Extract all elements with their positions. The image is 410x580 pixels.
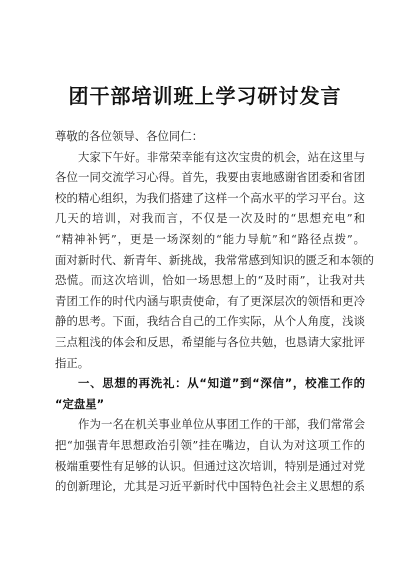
paragraph-line: 三点粗浅的体会和反思，希望能与各位共勉，也恳请大家批评 (55, 334, 365, 349)
document-body (55, 126, 374, 497)
paragraph-line: 把“加强青年思想政治引领”挂在嘴边，自认为对这项工作的 (55, 437, 365, 452)
paragraph-line: “精神补钙”，更是一场深刻的“能力导航”和“路径点拨”。 (55, 231, 365, 246)
paragraph-line: 面对新时代、新青年、新挑战，我常常感到知识的匮乏和本领的 (55, 252, 374, 267)
paragraph-line: 静的思考。下面，我结合自己的工作实际，从个人角度，浅谈 (55, 314, 365, 329)
section-heading: “定盘星” (55, 396, 105, 411)
document-title: 团干部培训班上学习研讨发言 (68, 84, 342, 108)
paragraph-line: 校的精心组织，为我们搭建了这样一个高水平的学习平台。这 (55, 190, 365, 205)
paragraph-line: 极端重要性有足够的认识。但通过这次培训，特别是通过对党 (55, 458, 365, 473)
section-heading: 一、思想的再洗礼：从“知道”到“深信”，校准工作的 (78, 376, 365, 391)
paragraph-line: 各位一同交流学习心得。首先，我要由衷地感谢省团委和省团 (55, 170, 365, 185)
paragraph-line: 大家下午好。非常荣幸能有这次宝贵的机会，站在这里与 (78, 149, 365, 164)
paragraph-line: 指正。 (55, 355, 90, 370)
paragraph-line: 作为一名在机关事业单位从事团工作的干部，我们常常会 (78, 417, 365, 432)
paragraph-line: 的创新理论，尤其是习近平新时代中国特色社会主义思想的系 (55, 479, 365, 494)
paragraph-line: 几天的培训，对我而言，不仅是一次及时的“思想充电”和 (55, 211, 365, 226)
paragraph-line: 青团工作的时代内涵与职责使命，有了更深层次的领悟和更冷 (55, 293, 365, 308)
paragraph-line: 恐慌。而这次培训，恰如一场思想上的“及时雨”，让我对共 (55, 273, 365, 288)
salutation: 尊敬的各位领导、各位同仁： (55, 129, 204, 143)
